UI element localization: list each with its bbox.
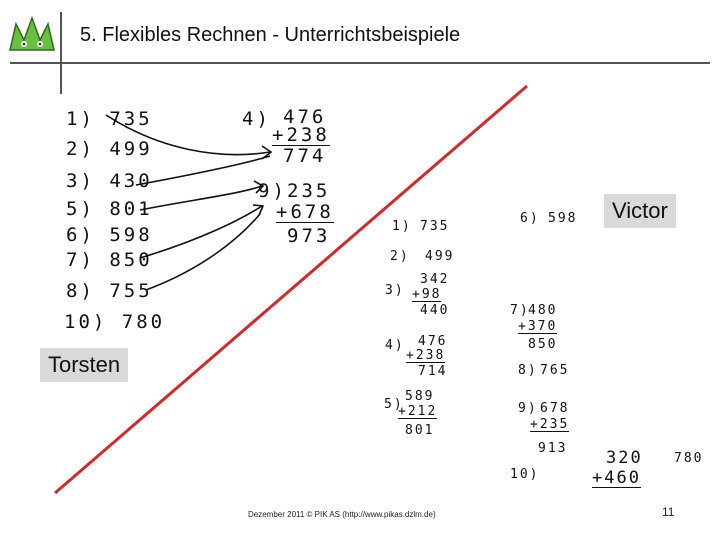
slide-title: 5. Flexibles Rechnen - Unterrichtsbeispiele bbox=[80, 24, 461, 46]
victor-left-3-result: 440 bbox=[420, 303, 450, 318]
torsten-item-3: 3) 430 bbox=[66, 170, 153, 192]
victor-right-10-line1: 320 bbox=[606, 448, 643, 468]
victor-right-10-result: 780 bbox=[674, 451, 704, 466]
victor-right-9-result: 913 bbox=[538, 441, 568, 456]
victor-left-5-label: 5) bbox=[384, 397, 404, 412]
victor-right-8-value: 765 bbox=[540, 363, 570, 378]
torsten-calc4-line1: 476 bbox=[283, 106, 327, 128]
torsten-item-5: 5) 801 bbox=[66, 198, 153, 220]
victor-right-6-label: 6) bbox=[520, 211, 540, 226]
torsten-label: Torsten bbox=[40, 348, 128, 382]
victor-right-10-label: 10) bbox=[510, 467, 540, 482]
torsten-calc9-result: 973 bbox=[287, 225, 331, 247]
victor-right-9-line2: +235 bbox=[530, 417, 570, 432]
victor-right-10-line2: +460 bbox=[592, 468, 641, 488]
victor-left-1-label: 1) bbox=[392, 219, 412, 234]
victor-label: Victor bbox=[604, 194, 676, 228]
arrow-5-to-9 bbox=[140, 186, 262, 210]
victor-right-9-label: 9) bbox=[518, 401, 538, 416]
victor-left-2-value: 499 bbox=[425, 249, 455, 264]
victor-right-9-line1: 678 bbox=[540, 401, 570, 416]
victor-left-1-value: 735 bbox=[420, 219, 450, 234]
torsten-calc4-line2: +238 bbox=[272, 124, 330, 146]
victor-right-7-label: 7) bbox=[510, 303, 530, 318]
victor-left-3-line1: 342 bbox=[420, 272, 450, 287]
victor-left-3-label: 3) bbox=[385, 283, 405, 298]
torsten-item-8: 8) 755 bbox=[66, 280, 153, 302]
victor-right-7-line2: +370 bbox=[518, 319, 558, 334]
torsten-item-6: 6) 598 bbox=[66, 224, 153, 246]
victor-left-2-label: 2) bbox=[390, 249, 410, 264]
torsten-calc9-line1: 235 bbox=[287, 180, 331, 202]
victor-left-4-label: 4) bbox=[385, 338, 405, 353]
victor-right-7-line1: 480 bbox=[528, 303, 558, 318]
torsten-item-10: 10) 780 bbox=[64, 311, 166, 333]
victor-left-4-line1: 476 bbox=[418, 334, 448, 349]
victor-right-6-value: 598 bbox=[548, 211, 578, 226]
arrow-3-to-4 bbox=[136, 156, 270, 185]
victor-right-7-result: 850 bbox=[528, 337, 558, 352]
torsten-calc9-line2: +678 bbox=[276, 201, 334, 223]
torsten-item-1: 1) 735 bbox=[66, 108, 153, 130]
victor-left-5-line2: +212 bbox=[398, 404, 438, 419]
victor-left-4-result: 714 bbox=[418, 364, 448, 379]
victor-left-5-line1: 589 bbox=[405, 389, 435, 404]
victor-left-3-line2: +98 bbox=[412, 287, 442, 302]
torsten-calc9-label: 9) bbox=[258, 180, 287, 202]
victor-right-8-label: 8) bbox=[518, 363, 538, 378]
victor-left-5-result: 801 bbox=[405, 423, 435, 438]
page-number: 11 bbox=[662, 505, 675, 519]
victor-left-4-line2: +238 bbox=[406, 348, 446, 363]
torsten-item-7: 7) 850 bbox=[66, 249, 153, 271]
torsten-item-2: 2) 499 bbox=[66, 138, 153, 160]
torsten-calc4-label: 4) bbox=[242, 108, 271, 130]
footer-copyright: Dezember 2011 © PIK AS (http://www.pikas.dzlm.de) bbox=[248, 510, 436, 519]
arrow-8-to-9 bbox=[146, 214, 260, 290]
torsten-calc4-result: 774 bbox=[283, 145, 327, 167]
